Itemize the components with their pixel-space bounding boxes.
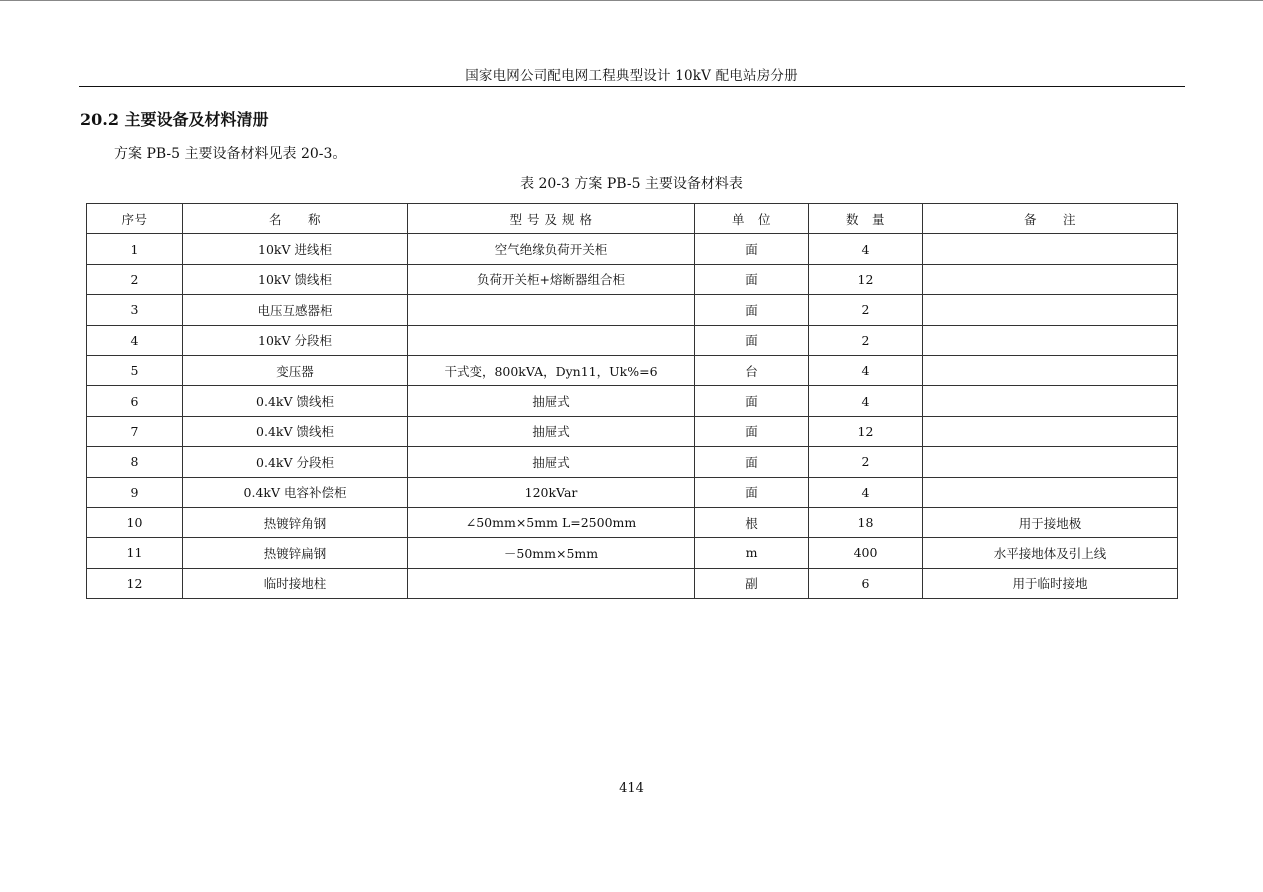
table-row [87,325,1178,355]
materials-table [86,203,1178,599]
table-row [87,568,1178,598]
cell-quantity: 2 [809,447,923,477]
cell-spec: 干式变，800kVA，Dyn11，Uk%=6 [408,355,695,385]
cell-remark [923,234,1178,264]
cell-spec: 空气绝缘负荷开关柜 [408,234,695,264]
cell-remark [923,386,1178,416]
table-row [87,416,1178,446]
cell-seq: 6 [87,386,183,416]
cell-remark [923,325,1178,355]
page-number: 414 [619,781,644,796]
header-spec: 型 号 及 规 格 [408,204,695,234]
cell-quantity: 2 [809,295,923,325]
cell-unit: 面 [695,477,809,507]
cell-unit: 面 [695,264,809,294]
cell-name: 临时接地柱 [183,568,408,598]
cell-name: 热镀锌扁钢 [183,538,408,568]
cell-quantity: 4 [809,477,923,507]
cell-quantity: 4 [809,355,923,385]
cell-spec [408,295,695,325]
cell-remark [923,295,1178,325]
cell-seq: 3 [87,295,183,325]
cell-seq: 8 [87,447,183,477]
cell-seq: 11 [87,538,183,568]
cell-seq: 10 [87,507,183,537]
cell-name: 10kV 进线柜 [183,234,408,264]
cell-quantity: 12 [809,416,923,446]
cell-name: 10kV 馈线柜 [183,264,408,294]
cell-seq: 12 [87,568,183,598]
intro-paragraph: 方案 PB-5 主要设备材料见表 20-3。 [114,146,347,162]
cell-remark [923,416,1178,446]
cell-quantity: 4 [809,386,923,416]
cell-seq: 1 [87,234,183,264]
cell-unit: m [695,538,809,568]
cell-remark [923,355,1178,385]
page-top-border [0,0,1263,1]
cell-name: 热镀锌角钢 [183,507,408,537]
cell-remark: 用于临时接地 [923,568,1178,598]
cell-quantity: 18 [809,507,923,537]
cell-seq: 7 [87,416,183,446]
header-rule [79,86,1185,87]
cell-unit: 副 [695,568,809,598]
table-row [87,507,1178,537]
cell-spec: －50mm×5mm [408,538,695,568]
header-seq: 序号 [87,204,183,234]
cell-unit: 台 [695,355,809,385]
cell-quantity: 400 [809,538,923,568]
cell-spec: 抽屉式 [408,416,695,446]
cell-name: 10kV 分段柜 [183,325,408,355]
cell-spec [408,568,695,598]
cell-spec: ∠50mm×5mm L=2500mm [408,507,695,537]
cell-remark: 水平接地体及引上线 [923,538,1178,568]
cell-spec: 120kVar [408,477,695,507]
header-quantity: 数 量 [809,204,923,234]
table-row [87,477,1178,507]
cell-seq: 9 [87,477,183,507]
cell-quantity: 2 [809,325,923,355]
cell-remark [923,477,1178,507]
cell-name: 0.4kV 馈线柜 [183,386,408,416]
cell-seq: 2 [87,264,183,294]
running-header: 国家电网公司配电网工程典型设计 10kV 配电站房分册 [465,68,798,84]
header-name: 名 称 [183,204,408,234]
header-unit: 单 位 [695,204,809,234]
cell-remark [923,447,1178,477]
cell-spec [408,325,695,355]
cell-quantity: 12 [809,264,923,294]
cell-unit: 面 [695,295,809,325]
cell-remark [923,264,1178,294]
cell-unit: 面 [695,386,809,416]
table-header-row [87,204,1178,234]
cell-name: 0.4kV 分段柜 [183,447,408,477]
cell-unit: 面 [695,325,809,355]
cell-name: 0.4kV 电容补偿柜 [183,477,408,507]
header-remark: 备 注 [923,204,1178,234]
cell-spec: 抽屉式 [408,447,695,477]
table-row [87,447,1178,477]
table-row [87,538,1178,568]
cell-name: 电压互感器柜 [183,295,408,325]
table-row [87,386,1178,416]
table-row [87,264,1178,294]
table-caption: 表 20-3 方案 PB-5 主要设备材料表 [520,176,743,192]
cell-name: 变压器 [183,355,408,385]
cell-spec: 负荷开关柜+熔断器组合柜 [408,264,695,294]
cell-unit: 面 [695,447,809,477]
section-heading: 20.2 主要设备及材料清册 [80,110,269,129]
table-row [87,234,1178,264]
cell-seq: 5 [87,355,183,385]
cell-remark: 用于接地极 [923,507,1178,537]
cell-name: 0.4kV 馈线柜 [183,416,408,446]
cell-unit: 根 [695,507,809,537]
cell-spec: 抽屉式 [408,386,695,416]
cell-unit: 面 [695,416,809,446]
cell-seq: 4 [87,325,183,355]
cell-quantity: 4 [809,234,923,264]
cell-unit: 面 [695,234,809,264]
cell-quantity: 6 [809,568,923,598]
table-row [87,355,1178,385]
table-row [87,295,1178,325]
